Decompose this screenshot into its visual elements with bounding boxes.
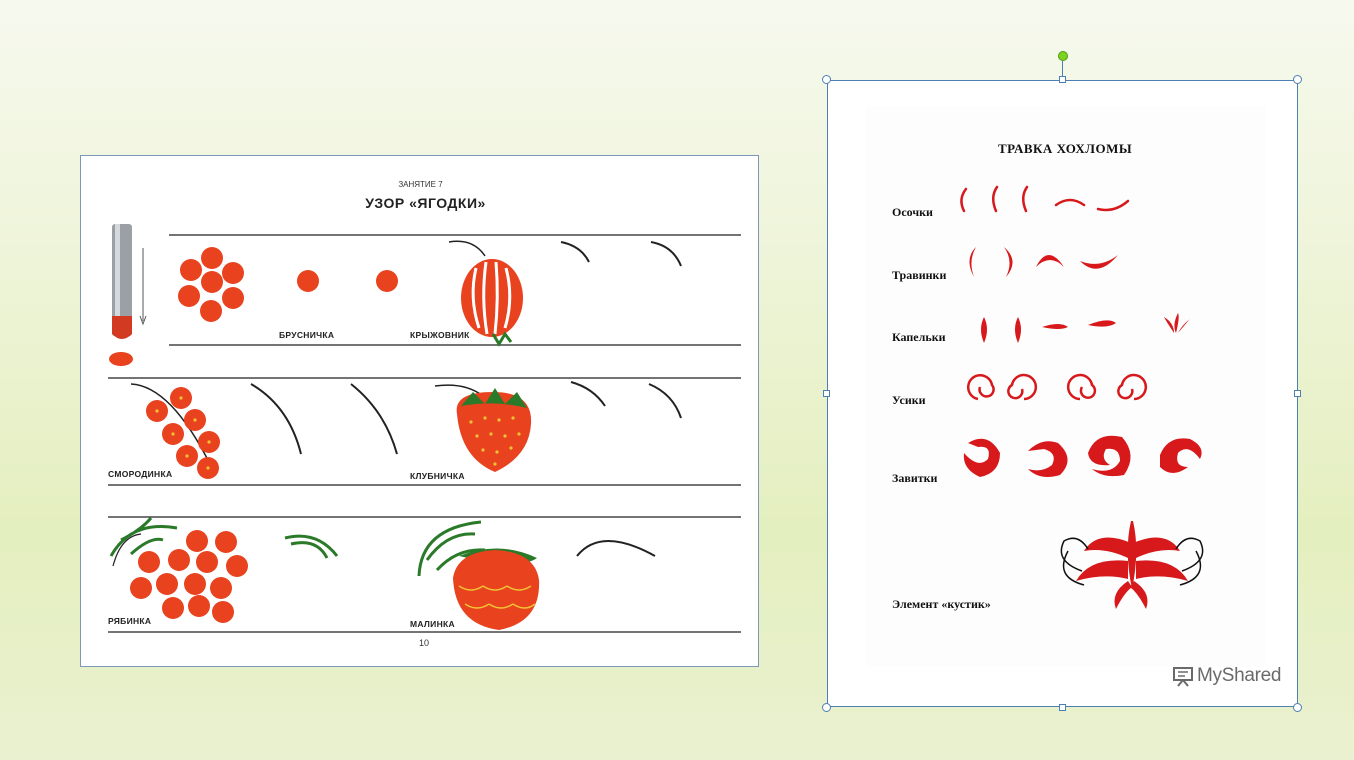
label-usiki: Усики [892, 393, 926, 407]
resize-handle-bottom-right[interactable] [1293, 703, 1302, 712]
rotate-handle[interactable] [1058, 51, 1068, 61]
lingonberry-cluster [178, 247, 398, 322]
rowan [111, 518, 248, 623]
label-zavitki: Завитки [892, 471, 938, 485]
resize-handle-right[interactable] [1294, 390, 1301, 397]
pattern-title: УЗОР «ЯГОДКИ» [365, 195, 486, 211]
berries-illustration [81, 156, 760, 668]
watermark-text: MyShared [1197, 665, 1282, 686]
resize-handle-top-left[interactable] [822, 75, 831, 84]
label-kustik: Элемент «кустик» [892, 597, 991, 611]
khokhloma-grass-image[interactable] [827, 80, 1298, 707]
label-gooseberry: КРЫЖОВНИК [410, 330, 470, 340]
lesson-number: ЗАНЯТИЕ 7 [398, 180, 443, 189]
presentation-board-icon [1172, 665, 1194, 687]
raspberry [419, 522, 539, 630]
resize-handle-top-right[interactable] [1293, 75, 1302, 84]
resize-handle-bottom-left[interactable] [822, 703, 831, 712]
gooseberry [449, 241, 523, 344]
page-number: 10 [419, 638, 430, 648]
resize-handle-bottom[interactable] [1059, 704, 1066, 711]
label-lingonberry: БРУСНИЧКА [279, 330, 335, 340]
label-currant: СМОРОДИНКА [108, 469, 173, 479]
label-rowan: РЯБИНКА [108, 616, 152, 626]
label-travinki: Травинки [892, 268, 947, 282]
resize-handle-left[interactable] [823, 390, 830, 397]
brush-icon [109, 224, 146, 366]
grass-title: ТРАВКА ХОХЛОМЫ [998, 141, 1133, 156]
currant [131, 384, 220, 479]
resize-handle-top[interactable] [1059, 76, 1066, 83]
label-kapelki: Капельки [892, 330, 946, 344]
label-strawberry: КЛУБНИЧКА [410, 471, 465, 481]
berries-pattern-image[interactable] [80, 155, 759, 667]
label-raspberry: МАЛИНКА [410, 619, 455, 629]
strawberry [435, 385, 531, 472]
label-osochki: Осочки [892, 205, 933, 219]
myshared-watermark [1172, 665, 1281, 687]
